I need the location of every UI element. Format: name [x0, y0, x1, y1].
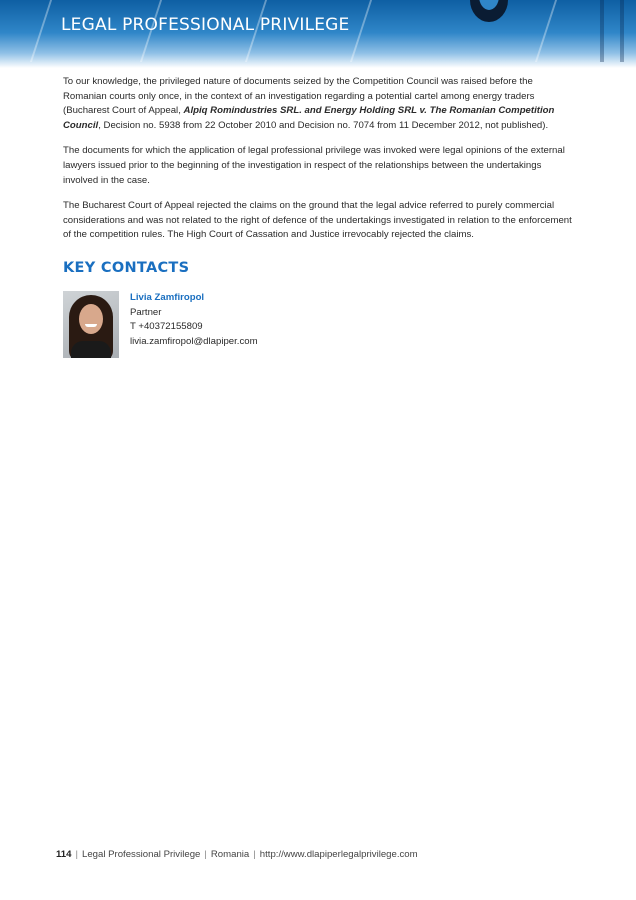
- case-name: Alpiq Romindustries SRL. and Energy Holding SRL v. The Romanian Competition Council: [63, 105, 555, 131]
- banner-decoration: [620, 0, 624, 62]
- paragraph-1: [63, 75, 575, 133]
- footer-separator: |: [75, 849, 78, 860]
- page-number: 114: [56, 849, 72, 860]
- banner-decoration: [535, 0, 557, 62]
- header-banner: [0, 0, 636, 68]
- page-title: LEGAL PROFESSIONAL PRIVILEGE: [61, 15, 350, 35]
- footer-separator: |: [204, 849, 207, 860]
- contact-email[interactable]: livia.zamfiropol@dlapiper.com: [130, 335, 258, 347]
- paragraph-1-text-end: , Decision no. 5938 from 22 October 2010 and Decision no. 7074 from 11 December 2012, not published).: [98, 119, 549, 131]
- key-contacts-heading: KEY CONTACTS: [63, 260, 190, 276]
- page-footer: [56, 849, 418, 860]
- paragraph-1-text: To our knowledge, the privileged nature of documents seized by the Competition Council was raised before the Romanian courts only once, in the context of an investigation regarding a potential cartel among energy traders (Bucharest Court of Appeal,: [63, 76, 535, 117]
- contact-card: [130, 291, 258, 349]
- main-content: [63, 75, 575, 254]
- banner-decoration: [350, 0, 372, 62]
- paragraph-2: The documents for which the application of legal professional privilege was invoked were legal opinions of the external lawyers issued prior to the beginning of the investigation in respect of the relationships between the undertakings involved in the case.: [63, 145, 565, 186]
- footer-publication: Legal Professional Privilege: [81, 849, 201, 860]
- paragraph-3: The Bucharest Court of Appeal rejected the claims on the ground that the legal advice referred to purely commercial considerations and was not related to the right of defence of the undertakings investigated in relation to the enforcement of the competition rules. The High Court of Cassation and Justice irrevocably rejected the claims.: [63, 200, 572, 241]
- contact-role: Partner: [130, 306, 162, 318]
- banner-decoration: [600, 0, 604, 62]
- footer-separator: |: [253, 849, 256, 860]
- footer-url[interactable]: http://www.dlapiperlegalprivilege.com: [259, 849, 418, 860]
- contact-photo: [63, 291, 119, 358]
- footer-country: Romania: [210, 849, 250, 860]
- banner-decoration: [30, 0, 52, 62]
- contact-name: Livia Zamfiropol: [130, 292, 205, 303]
- contact-phone: T +40372155809: [130, 321, 203, 332]
